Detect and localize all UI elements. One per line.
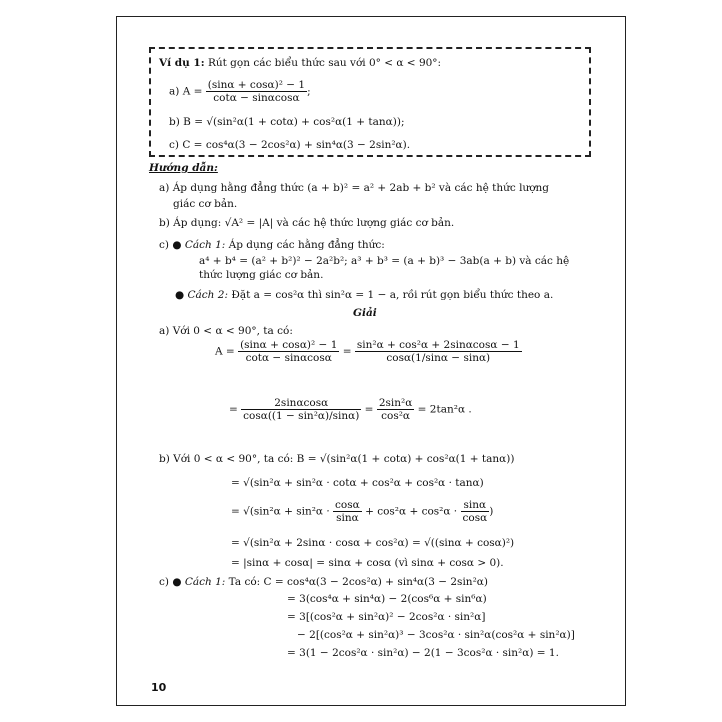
book-page <box>116 16 626 706</box>
solution-b-line3: = √(sin²α + sin²α · $\frac{\cos\alpha}{\sin\alpha}$ + cos²α + cos²α · $\frac{\sin\alpha}{\cos\alpha}$ ) <box>231 499 494 524</box>
example-label: Ví dụ 1: <box>159 57 205 69</box>
solution-b-line2: = √(sin²α + sin²α · cotα + cos²α + cos²α · tanα) <box>231 477 484 489</box>
solution-b-line4: = √(sin²α + 2sinα · cosα + cos²α) = √((sinα + cosα)²) <box>231 537 515 549</box>
example-title-text: Rút gọn các biểu thức sau với 0° < α < 90°: <box>204 57 442 69</box>
solution-a-step2: = $\frac{2\sin\alpha\cos\alpha}{\text{cosα((1 − sin²α)/sinα)}}$ = $\frac{\text{2sin²α}}{\text{cos²α}}$ = 2tan²α . <box>229 397 472 422</box>
solution-c-line2: = 3(cos⁴α + sin⁴α) − 2(cos⁶α + sin⁶α) <box>287 593 487 605</box>
example-a: a) A = $\frac{\text{(sinα + cosα)² − 1}}{\cot\alpha - \sin\alpha\cos\alpha}$ ; <box>169 79 311 104</box>
example-c: c) C = cos⁴α(3 − 2cos²α) + sin⁴α(3 − 2sin²α). <box>169 139 411 151</box>
example-a-fraction: $\frac{\text{(sinα + cosα)² − 1}}{\cot\alpha - \sin\alpha\cos\alpha}$ <box>207 79 306 104</box>
guide-a-line1: a) Áp dụng hằng đẳng thức (a + b)² = a² + 2ab + b² và các hệ thức lượng <box>159 182 550 194</box>
example-b: b) B = √(sin²α(1 + cotα) + cos²α(1 + tanα)); <box>169 116 405 128</box>
solution-c-line4: − 2[(cos²α + sin²α)³ − 3cos²α · sin²α(cos²α + sin²α)] <box>297 629 575 641</box>
solution-b-line1: b) Với 0 < α < 90°, ta có: B = √(sin²α(1 + cotα) + cos²α(1 + tanα)) <box>159 453 515 465</box>
guide-c1-formula: a⁴ + b⁴ = (a² + b²)² − 2a²b²; a³ + b³ = (a + b)³ − 3ab(a + b) và các hệ <box>199 255 570 267</box>
guide-c1-tail: thức lượng giác cơ bản. <box>199 269 324 281</box>
guide-c1: c) ● Cách 1: Áp dụng các hằng đẳng thức: <box>159 239 385 251</box>
guide-b-line: b) Áp dụng: √A² = |A| và các hệ thức lượng giác cơ bản. <box>159 217 455 229</box>
solution-heading: Giải <box>353 307 377 319</box>
solution-a-step1: A = $\frac{\text{(sinα + cosα)² − 1}}{\cot\alpha - \sin\alpha\cos\alpha}$ = $\frac{\text{sin²α + cos²α + 2sinαcosα − 1}}{\cos\alpha(1/\sin\alpha - \sin\alpha)}$ <box>215 339 520 364</box>
solution-b-line5: = |sinα + cosα| = sinα + cosα (vì sinα + cosα > 0). <box>231 557 504 569</box>
guide-a-line2: giác cơ bản. <box>173 198 238 210</box>
solution-c-line3: = 3[(cos²α + sin²α)² − 2cos²α · sin²α] <box>287 611 486 623</box>
guide-c2: ● Cách 2: Đặt a = cos²α thì sin²α = 1 − a, rồi rút gọn biểu thức theo a. <box>175 289 554 301</box>
solution-a-intro: a) Với 0 < α < 90°, ta có: <box>159 325 293 337</box>
example-title <box>159 57 441 69</box>
page-number: 10 <box>151 681 167 694</box>
solution-c-line1: c) ● Cách 1: Ta có: C = cos⁴α(3 − 2cos²α) + sin⁴α(3 − 2sin²α) <box>159 576 488 588</box>
guide-heading: Hướng dẫn: <box>149 162 218 174</box>
solution-c-line5: = 3(1 − 2cos²α · sin²α) − 2(1 − 3cos²α · sin²α) = 1. <box>287 647 559 659</box>
